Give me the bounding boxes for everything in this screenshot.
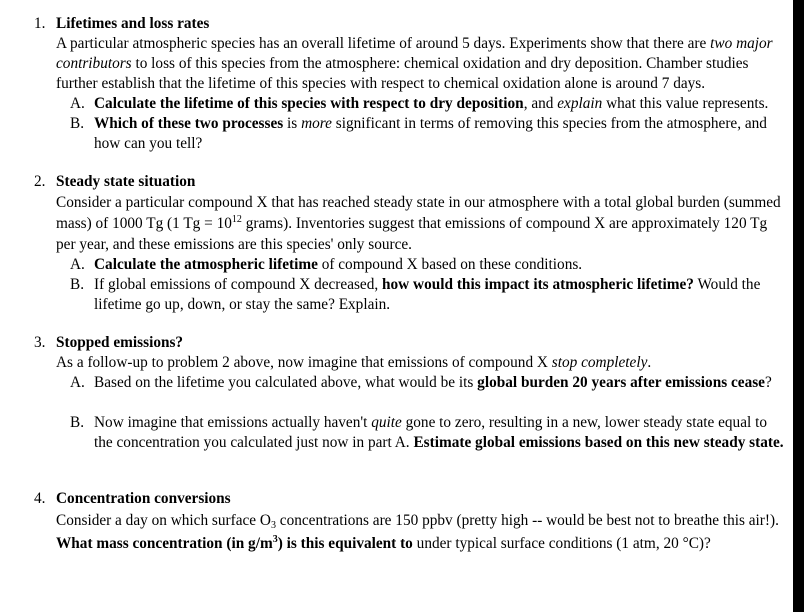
part-label: A. [70, 374, 85, 391]
part-a [70, 94, 785, 114]
question-intro: As a follow-up to problem 2 above, now imagine that emissions of compound X stop completely. [56, 354, 652, 371]
part-label: B. [70, 115, 85, 132]
part-text: Which of these two processes is more significant in terms of removing this species from the atmosphere, and how can you tell? [94, 115, 767, 152]
question-title: Concentration conversions [56, 490, 231, 507]
question-intro: A particular atmospheric species has an overall lifetime of around 5 days. Experiments show that there are two major contributors to loss of this species from the atmosphere: chemical oxidation and dry deposition. Chamber studies further establish that the lifetime of this species with respect to chemical oxidation alone is around 7 days. [56, 35, 773, 92]
part-a [70, 255, 785, 275]
part-text: Based on the lifetime you calculated above, what would be its global burden 20 years after emissions cease? [94, 374, 772, 391]
part-b [70, 114, 785, 154]
question-intro: Consider a particular compound X that has reached steady state in our atmosphere with a total global burden (summed mass) of 1000 Tg (1 $Tg = 10^{12}$ grams). Inventories suggest that emissions of compound X are approximately 120 Tg per year, and these emissions are this species' only source. [56, 194, 781, 253]
part-text: If global emissions of compound X decreased, how would this impact its atmospheric lifetime? Would the lifetime go up, down, or stay the same? Explain. [94, 276, 761, 313]
part-text: Calculate the atmospheric lifetime of compound X based on these conditions. [94, 256, 583, 273]
part-label: A. [70, 95, 85, 112]
question-title: Steady state situation [56, 173, 196, 190]
part-b [70, 275, 785, 315]
question-intro: Consider a day on which surface $O_3$ concentrations are 150 ppbv (pretty high -- would be best not to breathe this air!). What mass concentration (in $g/m^3$) is this equivalent to under typical surface conditions (1 atm, 20 °C)? [56, 512, 779, 552]
part-b [70, 413, 785, 453]
part-label: B. [70, 414, 85, 431]
part-label: B. [70, 276, 85, 293]
part-text: Now imagine that emissions actually haven't quite gone to zero, resulting in a new, lower steady state equal to the concentration you calculated just now in part A. Estimate global emissions based on this new steady state. [94, 414, 784, 451]
question-number: 4. [34, 490, 46, 507]
part-text: Calculate the lifetime of this species with respect to dry deposition, and explain what this value represents. [94, 95, 769, 112]
part-a [70, 373, 785, 393]
question-title: Lifetimes and loss rates [56, 15, 210, 32]
question-number: 2. [34, 173, 46, 190]
question-title: Stopped emissions? [56, 334, 184, 351]
question-number: 1. [34, 15, 46, 32]
part-label: A. [70, 256, 85, 273]
question-number: 3. [34, 334, 46, 351]
